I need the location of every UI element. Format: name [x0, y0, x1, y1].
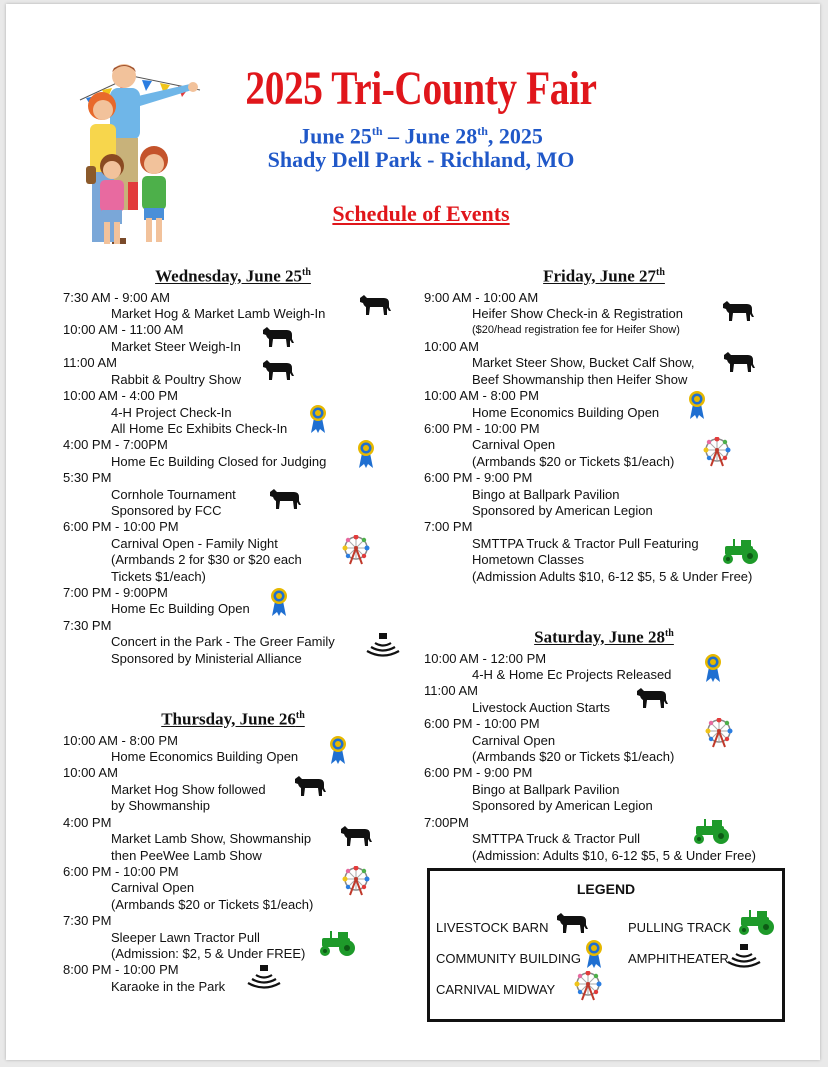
- ferris-wheel-icon: [341, 866, 371, 900]
- ferris-wheel-icon: [341, 535, 371, 569]
- event-item: [424, 339, 784, 388]
- schedule-title: Schedule of Events: [332, 201, 510, 226]
- event-time: 7:00 PM: [424, 519, 473, 535]
- event-time: 11:00 AM: [424, 683, 478, 699]
- event-description: 4-H Project Check-In: [111, 404, 232, 420]
- legend-carnival-label: CARNIVAL MIDWAY: [436, 982, 556, 997]
- legend-livestock-label: LIVESTOCK BARN: [436, 920, 549, 935]
- event-item: [63, 765, 403, 814]
- ferris-wheel-icon: [704, 718, 734, 752]
- event-description: Concert in the Park - The Greer Family: [111, 634, 335, 650]
- event-description: SMTTPA Truck & Tractor Pull: [472, 831, 641, 847]
- day-heading-friday: Friday, June 27th: [543, 266, 665, 286]
- event-description: 4-H & Home Ec Projects Released: [472, 667, 672, 683]
- legend-title: LEGEND: [576, 881, 636, 897]
- tractor-icon: [316, 929, 358, 961]
- event-time: 11:00 AM: [63, 355, 117, 371]
- thursday-events: [63, 733, 403, 996]
- event-description: Home Economics Building Open: [111, 749, 299, 765]
- amphitheater-icon: [247, 964, 281, 994]
- event-description: Hometown Classes: [472, 552, 584, 568]
- event-description: Sponsored by Ministerial Alliance: [111, 650, 302, 666]
- event-item: [63, 815, 403, 864]
- event-time: 10:00 AM: [424, 338, 479, 354]
- event-description: Home Ec Building Closed for Judging: [111, 453, 327, 469]
- event-item: [63, 962, 403, 995]
- event-item: [63, 864, 403, 913]
- event-description: Market Steer Show, Bucket Calf Show,: [472, 355, 695, 371]
- ferris-wheel-icon: [573, 971, 603, 1006]
- event-description: Heifer Show Check-in & Registration: [472, 306, 683, 322]
- event-description: by Showmanship: [111, 798, 210, 814]
- event-note: ($20/head registration fee for Heifer Show): [472, 324, 680, 337]
- event-item: [424, 388, 784, 421]
- cow-icon: [339, 823, 373, 851]
- tractor-icon: [735, 908, 777, 941]
- saturday-events: [424, 651, 784, 864]
- ribbon-icon: [270, 587, 288, 621]
- event-description: Cornhole Tournament: [111, 486, 236, 502]
- ribbon-icon: [585, 939, 603, 974]
- event-description: Bingo at Ballpark Pavilion: [472, 781, 620, 797]
- event-time: 6:00 PM - 10:00 PM: [424, 716, 540, 732]
- event-description: Bingo at Ballpark Pavilion: [472, 486, 620, 502]
- ribbon-icon: [309, 404, 327, 438]
- right-column: [424, 262, 784, 864]
- event-item: [63, 355, 403, 388]
- event-description: Market Lamb Show, Showmanship: [111, 831, 312, 847]
- event-item: [63, 585, 403, 618]
- legend-amphitheater-label: AMPHITHEATER: [628, 951, 729, 966]
- event-item: [63, 388, 403, 437]
- event-time: 7:30 AM - 9:00 AM: [63, 289, 170, 305]
- event-item: [63, 733, 403, 766]
- event-description: Market Hog & Market Lamb Weigh-In: [111, 306, 326, 322]
- event-description: Carnival Open - Family Night: [111, 535, 278, 551]
- cow-icon: [261, 324, 295, 352]
- event-time: 6:00 PM - 10:00 PM: [424, 420, 540, 436]
- event-description: Sponsored by FCC: [111, 502, 222, 518]
- tractor-icon: [690, 817, 732, 849]
- event-item: [424, 470, 784, 519]
- day-heading-saturday: Saturday, June 28th: [534, 627, 674, 647]
- amphitheater-icon: [727, 943, 761, 974]
- cow-icon: [268, 486, 302, 514]
- event-description: (Armbands $20 or Tickets $1/each): [111, 896, 314, 912]
- event-time: 10:00 AM - 8:00 PM: [63, 732, 178, 748]
- legend-box: [427, 868, 785, 1022]
- cow-icon: [722, 349, 756, 377]
- event-time: 7:00PM: [424, 814, 469, 830]
- event-time: 8:00 PM - 10:00 PM: [63, 962, 179, 978]
- event-description: Market Hog Show followed: [111, 781, 266, 797]
- event-item: [63, 618, 403, 667]
- event-time: 7:30 PM: [63, 913, 112, 929]
- ribbon-icon: [357, 439, 375, 473]
- tractor-icon: [719, 537, 761, 569]
- event-description: Carnival Open: [472, 732, 556, 748]
- event-description: (Admission: Adults $10, 6-12 $5, 5 & Under Free): [472, 847, 756, 863]
- ribbon-icon: [329, 735, 347, 769]
- event-time: 6:00 PM - 9:00 PM: [424, 765, 533, 781]
- day-heading-wednesday: Wednesday, June 25th: [155, 266, 311, 286]
- event-description: Beef Showmanship then Heifer Show: [472, 371, 688, 387]
- event-time: 10:00 AM - 4:00 PM: [63, 388, 178, 404]
- fair-title: 2025 Tri-County Fair: [245, 62, 597, 115]
- event-item: [424, 815, 784, 864]
- fair-dates: June 25th – June 28th, 2025: [299, 123, 543, 149]
- event-time: 10:00 AM - 12:00 PM: [424, 650, 547, 666]
- event-description: (Armbands 2 for $30 or $20 each: [111, 552, 302, 568]
- legend-community-label: COMMUNITY BUILDING: [436, 951, 581, 966]
- event-description: SMTTPA Truck & Tractor Pull Featuring: [472, 535, 699, 551]
- event-description: Sleeper Lawn Tractor Pull: [111, 929, 260, 945]
- event-item: [424, 519, 784, 585]
- cow-icon: [555, 910, 589, 939]
- event-item: [424, 651, 784, 684]
- day-heading-thursday: Thursday, June 26th: [161, 709, 305, 729]
- cow-icon: [293, 773, 327, 801]
- event-item: [424, 683, 784, 716]
- event-description: Carnival Open: [111, 880, 195, 896]
- cow-icon: [261, 357, 295, 385]
- ribbon-icon: [688, 390, 706, 424]
- event-description: All Home Ec Exhibits Check-In: [111, 420, 288, 436]
- event-time: 6:00 PM - 10:00 PM: [63, 863, 179, 879]
- ferris-wheel-icon: [702, 437, 732, 471]
- event-description: Carnival Open: [472, 437, 556, 453]
- event-description: (Armbands $20 or Tickets $1/each): [472, 453, 675, 469]
- friday-events: [424, 290, 784, 585]
- event-item: [63, 470, 403, 519]
- event-description: then PeeWee Lamb Show: [111, 847, 262, 863]
- event-description: (Armbands $20 or Tickets $1/each): [472, 749, 675, 765]
- event-time: 6:00 PM - 10:00 PM: [63, 519, 179, 535]
- cow-icon: [358, 292, 392, 320]
- event-time: 7:00 PM - 9:00PM: [63, 584, 168, 600]
- event-time: 4:00 PM - 7:00PM: [63, 437, 168, 453]
- event-time: 10:00 AM - 11:00 AM: [63, 322, 184, 338]
- event-item: [63, 437, 403, 470]
- flyer-page: [6, 4, 820, 1060]
- event-description: (Admission: $2, 5 & Under FREE): [111, 945, 306, 961]
- event-item: [424, 716, 784, 765]
- event-description: Sponsored by American Legion: [472, 798, 653, 814]
- event-description: Market Steer Weigh-In: [111, 338, 241, 354]
- event-time: 4:00 PM: [63, 814, 112, 830]
- event-item: [63, 519, 403, 585]
- event-item: [424, 765, 784, 814]
- fair-location: Shady Dell Park - Richland, MO: [267, 147, 575, 172]
- legend-pulling-label: PULLING TRACK: [628, 920, 732, 935]
- amphitheater-icon: [366, 632, 400, 662]
- event-time: 10:00 AM - 8:00 PM: [424, 388, 539, 404]
- wednesday-events: [63, 290, 403, 667]
- event-time: 7:30 PM: [63, 617, 112, 633]
- cow-icon: [635, 685, 669, 713]
- left-column: [63, 262, 403, 995]
- event-description: Tickets $1/each): [111, 568, 206, 584]
- event-item: [63, 322, 403, 355]
- event-time: 6:00 PM - 9:00 PM: [424, 470, 533, 486]
- event-item: [63, 290, 403, 323]
- event-time: 9:00 AM - 10:00 AM: [424, 289, 539, 305]
- event-item: [424, 421, 784, 470]
- event-time: 5:30 PM: [63, 470, 112, 486]
- event-description: Home Ec Building Open: [111, 601, 250, 617]
- event-time: 10:00 AM: [63, 765, 118, 781]
- event-item: [424, 290, 784, 339]
- ribbon-icon: [704, 653, 722, 687]
- family-illustration-icon: [72, 62, 202, 254]
- event-description: Sponsored by American Legion: [472, 502, 653, 518]
- event-description: Karaoke in the Park: [111, 978, 226, 994]
- event-description: Rabbit & Poultry Show: [111, 371, 242, 387]
- event-description: Home Economics Building Open: [472, 404, 660, 420]
- cow-icon: [721, 298, 755, 326]
- event-description: (Admission Adults $10, 6-12 $5, 5 & Under Free): [472, 568, 753, 584]
- event-item: [63, 913, 403, 962]
- event-description: Livestock Auction Starts: [472, 699, 611, 715]
